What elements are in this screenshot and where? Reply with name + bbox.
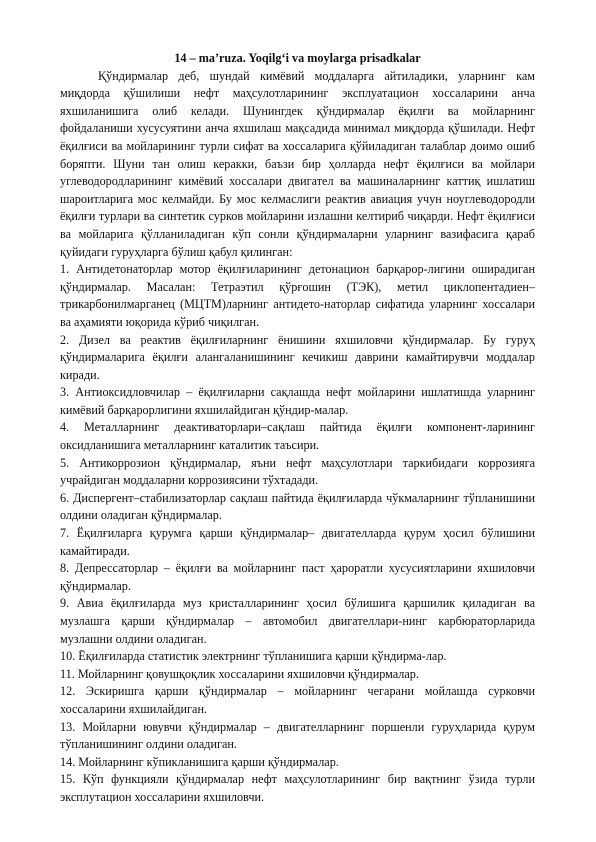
list-item-3: 3. Антиоксидловчилар – ёқилғиларни сақлашда нефт мойларини ишлатишда уларнинг кимёвий барқарорлигини яхшилайдиган қўндир-малар. [60,385,535,417]
list-item-1: 1. Антидетонаторлар мотор ёқилғиларининг детонацион барқарор-лигини оширадиган қўндирмалар. Масалан: Тетраэтил қўрғошин (ТЭК), метил циклопентадиен–трикарбонилмарганец (МЦТМ)ларнинг антидето-наторлар сифатида уларнинг хоссалари ва аҳамияти юқорида кўриб чиқилган. [60,262,535,329]
list-item-9: 9. Авиа ёқилғиларда муз кристалларининг ҳосил бўлишига қаршилик қиладиган ва музлашга қарши қўндирмалар – автомобил двигателлари-нинг карбюраторларида музлашни олдини оладиган. [60,596,535,646]
list-item-2: 2. Дизел ва реактив ёқилғиларнинг ёнишини яхшиловчи қўндирмалар. Бу гуруҳ қўндирмаларига ёқилғи алангаланишининг кечикиш даврини камайтирувчи моддалар киради. [60,332,535,382]
intro-paragraph: Қўндирмалар деб, шундай кимёвий моддаларга айтиладики, уларнинг кам миқдорда қўшилиши нефт маҳсулотларининг эксплуатацион хоссаларини анча яхшиланишига олиб келади. Шунингдек қўндирмалар ёқилғи ва мойларнинг фойдаланиши хусусуятини анча яхшилаш мақсадида минимал миқдорда қўшилади. Нефт ёқилғиси ва мойларининг турли сифат ва хоссаларига қўйиладиган талаблар доимо ошиб боряпти. Шуни тан олиш керакки, баъзи бир ҳолларда нефт ёқилғиси ва мойлари углеводородларининг кимёвий хоссалари двигател ва машиналарнинг каттиқ ишлатиш шароитларига мос келмайди. Бу мос келмаслиги реактив авиация учун ноуглеводородли ёқилғи турлари ва синтетик сурков мойларини излашни келтириб чиқарди. Нефт ёқилғиси ва мойларига қўлланиладиган кўп сонли қўндирмаларни уларнинг вазифасига қараб қуйидаги гуруҳларга бўлиш қабул қилинган: [60,68,535,259]
list-item-10: 10. Ёқилғиларда статистик электрнинг тўпланишига қарши қўндирма-лар. [60,649,447,664]
list-item-11: 11. Мойларнинг қовушқоқлик хоссаларини яхшиловчи қўндирмалар. [60,666,419,681]
list-item-7: 7. Ёқилғиларга қурумга қарши қўндирмалар– двигателларда қурум ҳосил бўлишини камайтиради. [60,526,535,558]
list-item-8: 8. Депрессаторлар – ёқилғи ва мойларнинг паст ҳароратли хусусиятларини яхшиловчи қўндирмалар. [60,561,535,593]
list-item-13: 13. Мойларни ювувчи қўндирмалар – двигателларнинг поршенли гуруҳларида қурум тўпланишининг олдини оладиган. [60,719,535,752]
document-page [60,50,535,807]
list-item-15: 15. Кўп функцияли қўндирмалар нефт маҳсулотларининг бир вақтнинг ўзида турли эксплутацион хоссаларини яхшиловчи. [60,772,535,804]
list-item-12: 12. Эскиришга қарши қўндирмалар – мойларнинг чегарани мойлашда сурковчи хоссаларини яхшилайдиган. [60,684,535,716]
list-item-14: 14. Мойларнинг кўпикланишига қарши қўндирмалар. [60,754,339,769]
list-item-5: 5. Антикоррозион қўндирмалар, яъни нефт маҳсулотлари таркибидаги коррозияга учрайдиган моддаларни коррозиясини тўхтадади. [60,455,535,488]
list-item-6: 6. Диспергент–стабилизаторлар сақлаш пайтида ёқилғиларда чўкмаларнинг тўпланишини олдини оладиган қўндирмалар. [60,490,535,523]
lecture-title: 14 – ma’ruza. Yoqilg‘i va moylarga prisadkalar [174,51,421,65]
list-item-4: 4. Металларнинг деактиваторлари–сақлаш пайтида ёқилғи компонент-ларининг оксидланишига металларнинг каталитик таъсири. [60,420,535,453]
